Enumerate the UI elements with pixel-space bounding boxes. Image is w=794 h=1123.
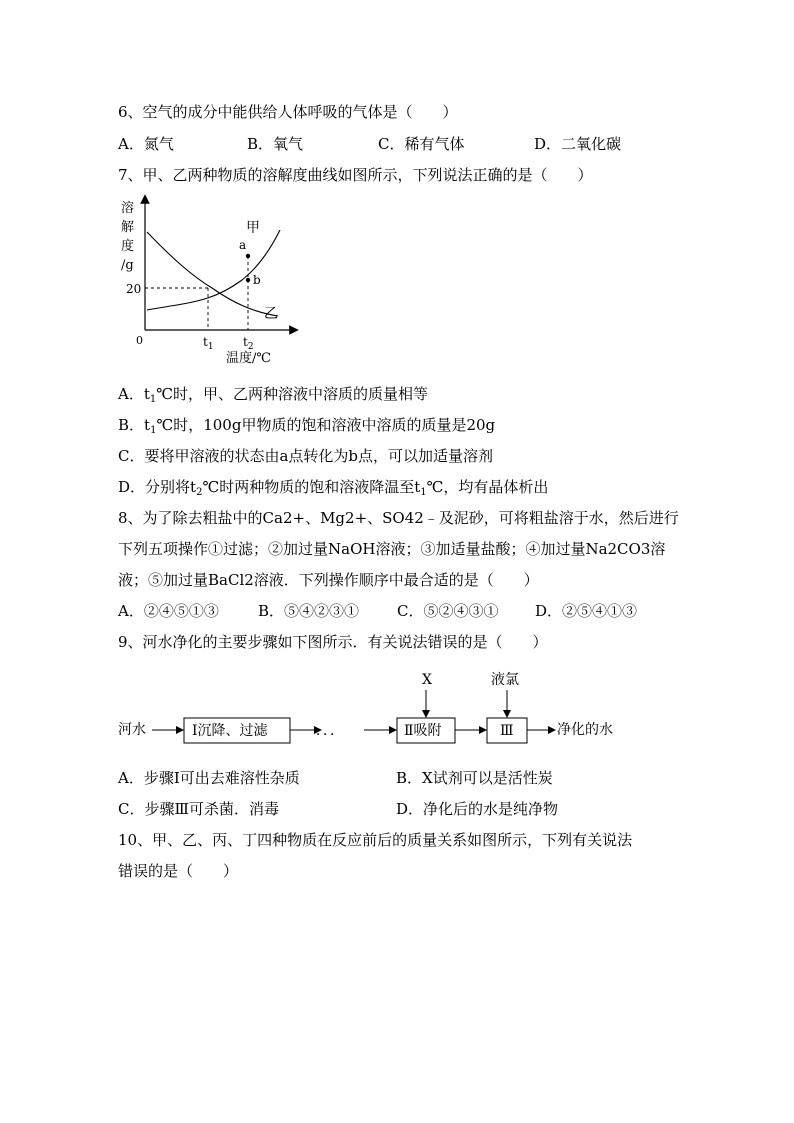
y-tick-20: 20 xyxy=(126,282,142,296)
q9-option-b: B．X试剂可以是活性炭 xyxy=(396,769,553,787)
curve-jia xyxy=(147,230,280,310)
flow-input: 河水 xyxy=(118,722,146,738)
point-a-label: a xyxy=(239,238,247,252)
flow-chlorine-label: 液氯 xyxy=(491,672,519,688)
point-b-label: b xyxy=(253,273,261,287)
ylabel-char-1: 溶 xyxy=(121,201,135,216)
q8-stem-line-3: 液；⑤加过量BaCl2溶液．下列操作顺序中最合适的是（ ） xyxy=(118,571,539,589)
q9-option-d: D．净化后的水是纯净物 xyxy=(396,800,559,818)
label-jia: 甲 xyxy=(246,220,260,236)
point-b xyxy=(246,278,250,282)
q6-option-c: C．稀有气体 xyxy=(378,135,465,153)
flow-x-label: X xyxy=(422,672,432,688)
ylabel-char-2: 解 xyxy=(121,220,135,235)
flow-output: 净化的水 xyxy=(557,722,613,738)
q8-option-b: B．⑤④②③① xyxy=(258,602,360,620)
q9-stem: 9、河水净化的主要步骤如下图所示．有关说法错误的是（ ） xyxy=(118,633,548,651)
q6-option-a: A．氮气 xyxy=(118,135,174,153)
q9-option-a: A．步骤Ⅰ可出去难溶性杂质 xyxy=(118,769,300,787)
label-yi: 乙 xyxy=(264,306,278,322)
point-a xyxy=(246,254,250,258)
solubility-graph xyxy=(112,194,302,370)
flow-dots: ．．． xyxy=(316,723,344,739)
q7-option-d: D．分别将$t_2℃$时两种物质的饱和溶液降温至$t_1℃$，均有晶体析出 xyxy=(118,478,549,498)
q7-option-b: B．$t_1℃$时，100g甲物质的饱和溶液中溶质的质量是20g xyxy=(118,416,496,436)
flow-step3: Ⅲ xyxy=(500,723,514,739)
q10-stem-line-1: 10、甲、乙、丙、丁四种物质在反应前后的质量关系如图所示，下列有关说法 xyxy=(118,831,633,849)
q8-option-d: D．②⑤④①③ xyxy=(535,602,638,620)
q8-option-c: C．⑤②④③① xyxy=(397,602,499,620)
q7-option-c: C．要将甲溶液的状态由a点转化为b点，可以加适量溶剂 xyxy=(118,447,494,465)
q6-option-d: D．二氧化碳 xyxy=(534,135,622,153)
q8-option-a: A．②④⑤①③ xyxy=(118,602,219,620)
q7-stem: 7、甲、乙两种物质的溶解度曲线如图所示，下列说法正确的是（ ） xyxy=(118,166,593,184)
ylabel-char-4: /g xyxy=(121,258,134,273)
xlabel: 温度/℃ xyxy=(226,351,271,366)
x-tick-t2: $t_2$ xyxy=(243,335,254,352)
x-tick-t1: $t_1$ xyxy=(203,335,214,352)
q6-option-b: B．氧气 xyxy=(247,135,304,153)
origin-label: 0 xyxy=(136,334,143,347)
q6-stem: 6、空气的成分中能供给人体呼吸的气体是（ ） xyxy=(118,103,458,121)
q8-stem-line-1: 8、为了除去粗盐中的Ca2+、Mg2+、SO42﹣及泥砂，可将粗盐溶于水，然后进行 xyxy=(118,509,679,527)
ylabel-char-3: 度 xyxy=(121,239,135,254)
purification-flow-diagram xyxy=(116,666,636,756)
flow-step1: Ⅰ沉降、过滤 xyxy=(192,723,268,739)
q7-option-a: A．$t_1℃$时，甲、乙两种溶液中溶质的质量相等 xyxy=(118,385,429,405)
q9-option-c: C．步骤Ⅲ可杀菌．消毒 xyxy=(118,800,279,818)
flow-step2: Ⅱ吸附 xyxy=(404,723,442,739)
q8-stem-line-2: 下列五项操作①过滤；②加过量NaOH溶液；③加适量盐酸；④加过量Na2CO3溶 xyxy=(118,540,666,558)
q10-stem-line-2: 错误的是（ ） xyxy=(118,862,239,880)
